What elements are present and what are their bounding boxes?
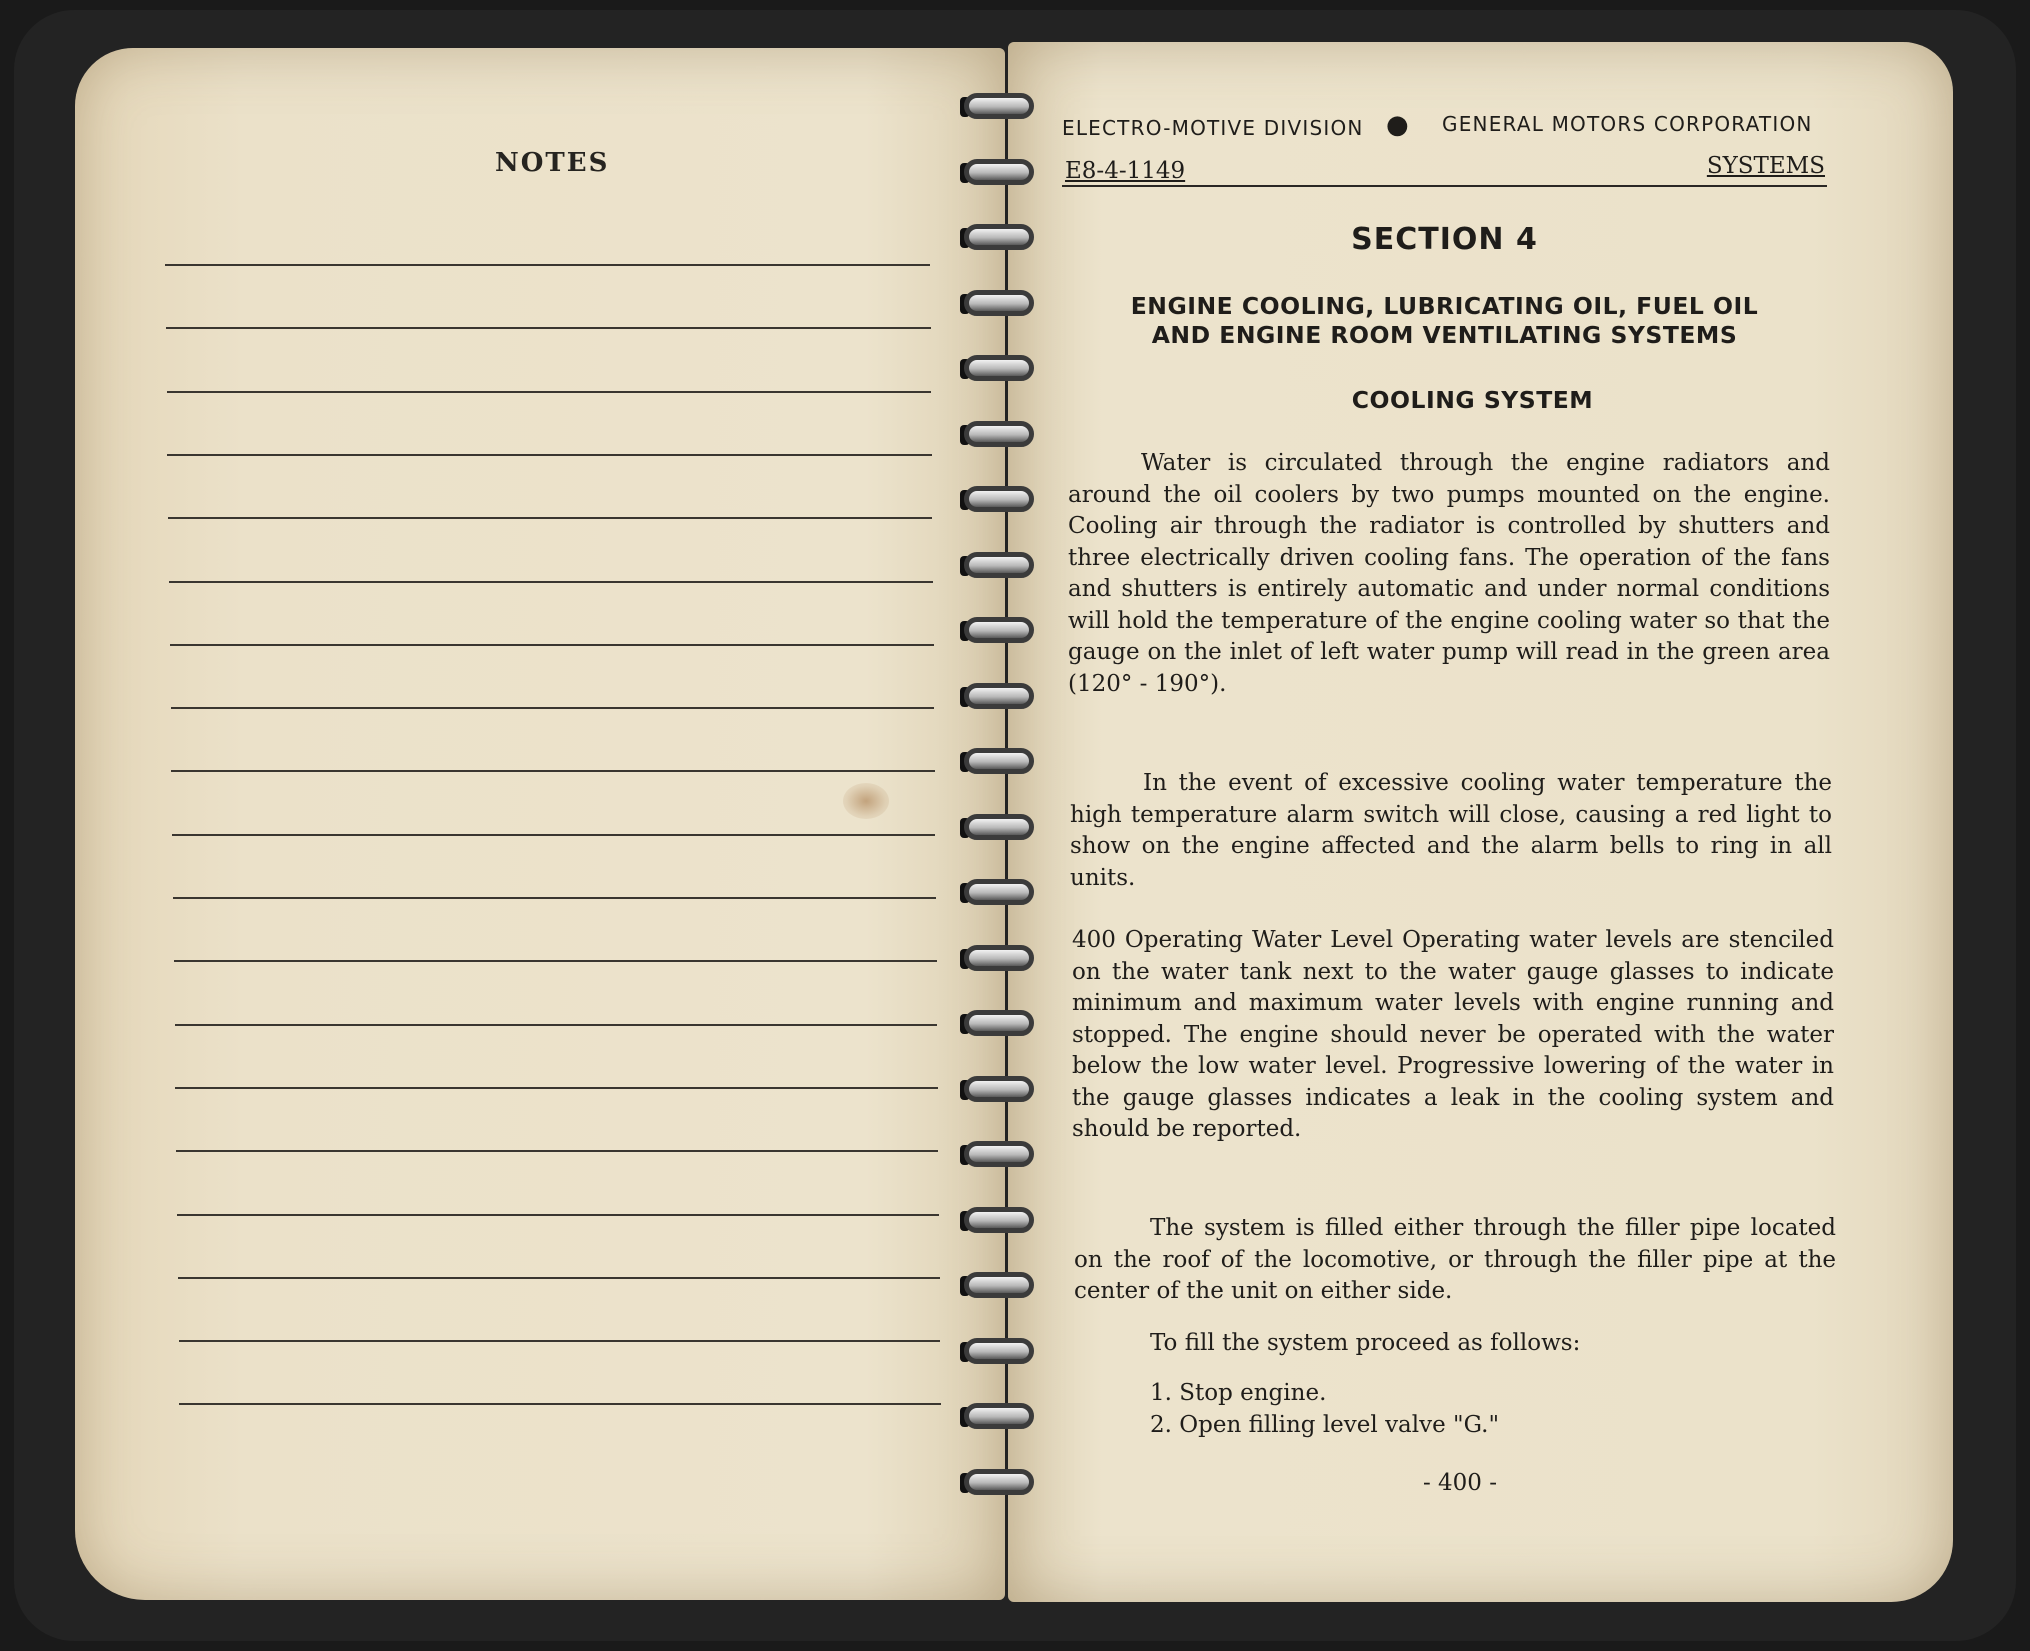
notes-ruled-line bbox=[170, 644, 934, 646]
coil-wire bbox=[964, 1010, 1034, 1036]
spiral-binding bbox=[958, 90, 1048, 1560]
coil-wire bbox=[964, 1403, 1034, 1429]
notes-ruled-line bbox=[165, 264, 930, 266]
header-bullet-icon: ● bbox=[1386, 110, 1410, 140]
notes-ruled-line bbox=[175, 1024, 938, 1026]
coil-wire bbox=[964, 1469, 1034, 1495]
notes-ruled-line bbox=[167, 454, 931, 456]
notes-ruled-line bbox=[167, 391, 932, 393]
spiral-coil bbox=[960, 811, 1038, 845]
spiral-coil bbox=[960, 549, 1038, 583]
spiral-coil bbox=[960, 156, 1038, 190]
page-stain bbox=[843, 783, 889, 819]
paragraph-cooling-overview: Water is circulated through the engine radiators and around the oil coolers by two pumps mounted on the engine. Cooling air through the radiator is controlled by shutters and three electrically driven cooling fans. The operation of the fans and shutters is entirely automatic and under normal conditions will hold the temperature of the engine cooling water so that the gauge on the inlet of left water pump will read in the green area (120° - 190°). bbox=[1068, 450, 1830, 697]
notes-heading: NOTES bbox=[495, 148, 610, 178]
corporation-name: GENERAL MOTORS CORPORATION bbox=[1442, 112, 1813, 136]
notes-ruled-line bbox=[179, 1403, 940, 1405]
spiral-coil bbox=[960, 221, 1038, 255]
fill-step-2: 2. Open filling level valve "G." bbox=[1150, 1411, 1500, 1438]
paragraph-operating-water-level: 400 Operating Water Level Operating water levels are stenciled on the water tank next to the water gauge glasses to indicate minimum and maximum water levels with engine running and stopped. The engine should never be operated with the water below the low water level. Progressive lowering of the water in the gauge glasses indicates a leak in the cooling system and should be reported. bbox=[1072, 927, 1834, 1142]
fill-steps-list bbox=[1150, 1378, 1850, 1441]
coil-wire bbox=[964, 1338, 1034, 1364]
spiral-coil bbox=[960, 1007, 1038, 1041]
section-subtitle-line-1: ENGINE COOLING, LUBRICATING OIL, FUEL OIL bbox=[1130, 292, 1759, 320]
spiral-coil bbox=[960, 352, 1038, 386]
notes-ruled-line bbox=[166, 327, 931, 329]
spiral-coil bbox=[960, 876, 1038, 910]
notes-ruled-line bbox=[176, 1150, 938, 1152]
coil-wire bbox=[964, 1272, 1034, 1298]
coil-wire bbox=[964, 355, 1034, 381]
coil-wire bbox=[964, 290, 1034, 316]
notes-ruled-line bbox=[173, 897, 936, 899]
notes-ruled-line bbox=[178, 1277, 940, 1279]
spiral-coil bbox=[960, 1073, 1038, 1107]
coil-wire bbox=[964, 617, 1034, 643]
spiral-coil bbox=[960, 680, 1038, 714]
left-page bbox=[75, 48, 1005, 1600]
coil-wire bbox=[964, 814, 1034, 840]
notes-ruled-line bbox=[179, 1340, 941, 1342]
coil-wire bbox=[964, 945, 1034, 971]
coil-wire bbox=[964, 93, 1034, 119]
coil-wire bbox=[964, 421, 1034, 447]
notes-ruled-line bbox=[172, 834, 935, 836]
page-number: - 400 - bbox=[1422, 1470, 1498, 1496]
section-title: SECTION 4 bbox=[1351, 222, 1538, 257]
notes-ruled-line bbox=[177, 1214, 939, 1216]
paragraph-alarm: In the event of excessive cooling water temperature the high temperature alarm switch will close, causing a red light to show on the engine affected and the alarm bells to ring in all units. bbox=[1070, 770, 1832, 891]
spiral-coil bbox=[960, 483, 1038, 517]
spiral-coil bbox=[960, 1204, 1038, 1238]
document-section-label: SYSTEMS bbox=[1706, 153, 1825, 179]
division-name: ELECTRO-MOTIVE DIVISION bbox=[1062, 116, 1364, 140]
header-rule bbox=[1062, 185, 1827, 187]
coil-wire bbox=[964, 1207, 1034, 1233]
spiral-coil bbox=[960, 1335, 1038, 1369]
notes-ruled-line bbox=[171, 770, 934, 772]
coil-wire bbox=[964, 1076, 1034, 1102]
coil-wire bbox=[964, 683, 1034, 709]
coil-wire bbox=[964, 552, 1034, 578]
spiral-coil bbox=[960, 745, 1038, 779]
document-id: E8-4-1149 bbox=[1065, 158, 1186, 184]
notes-ruled-line bbox=[175, 1087, 937, 1089]
paragraph-filling: The system is filled either through the filler pipe located on the roof of the locomotive, or through the filler pipe at the center of the unit on either side. bbox=[1074, 1215, 1836, 1304]
notes-ruled-line bbox=[171, 707, 935, 709]
notes-ruled-line bbox=[174, 960, 937, 962]
spiral-coil bbox=[960, 942, 1038, 976]
fill-step-1: 1. Stop engine. bbox=[1150, 1380, 1327, 1406]
notes-ruled-line bbox=[168, 517, 932, 519]
spiral-coil bbox=[960, 1269, 1038, 1303]
coil-wire bbox=[964, 159, 1034, 185]
spiral-coil bbox=[960, 418, 1038, 452]
spiral-coil bbox=[960, 1466, 1038, 1500]
coil-wire bbox=[964, 748, 1034, 774]
paragraph-fill-intro: To fill the system proceed as follows: bbox=[1150, 1330, 1581, 1356]
coil-wire bbox=[964, 224, 1034, 250]
coil-wire bbox=[964, 879, 1034, 905]
coil-wire bbox=[964, 1141, 1034, 1167]
notes-ruled-line bbox=[169, 581, 933, 583]
spiral-coil bbox=[960, 614, 1038, 648]
coil-wire bbox=[964, 486, 1034, 512]
spiral-coil bbox=[960, 1138, 1038, 1172]
subsection-title: COOLING SYSTEM bbox=[1351, 386, 1594, 414]
section-subtitle-line-2: AND ENGINE ROOM VENTILATING SYSTEMS bbox=[1151, 321, 1738, 349]
spiral-coil bbox=[960, 90, 1038, 124]
spiral-coil bbox=[960, 287, 1038, 321]
spiral-coil bbox=[960, 1400, 1038, 1434]
